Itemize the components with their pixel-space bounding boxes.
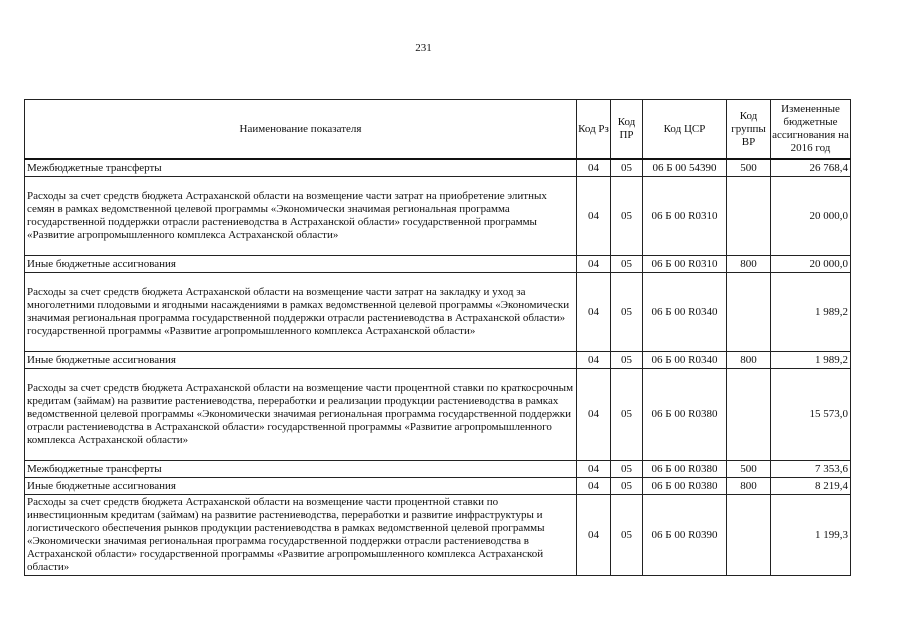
cell-rz: 04 [577,369,611,461]
cell-rz: 04 [577,177,611,256]
cell-csr: 06 Б 00 54390 [643,159,727,177]
cell-rz: 04 [577,478,611,495]
cell-csr: 06 Б 00 R0380 [643,461,727,478]
cell-pr: 05 [611,352,643,369]
cell-amount: 20 000,0 [771,177,851,256]
cell-pr: 05 [611,159,643,177]
cell-name: Иные бюджетные ассигнования [25,256,577,273]
cell-amount: 15 573,0 [771,369,851,461]
budget-table [24,99,851,576]
table-row [25,495,851,576]
cell-csr: 06 Б 00 R0380 [643,478,727,495]
cell-csr: 06 Б 00 R0380 [643,369,727,461]
cell-amount: 20 000,0 [771,256,851,273]
cell-name: Иные бюджетные ассигнования [25,352,577,369]
cell-amount: 26 768,4 [771,159,851,177]
cell-rz: 04 [577,159,611,177]
table-row [25,369,851,461]
cell-vr [727,369,771,461]
header-rz: Код Рз [577,100,611,160]
cell-name: Межбюджетные трансферты [25,461,577,478]
cell-amount: 1 199,3 [771,495,851,576]
cell-csr: 06 Б 00 R0310 [643,256,727,273]
cell-vr: 500 [727,159,771,177]
cell-pr: 05 [611,478,643,495]
cell-vr: 800 [727,352,771,369]
header-amount: Измененные бюджетные ассигнования на 2016 год [771,100,851,160]
table-row [25,461,851,478]
cell-amount: 1 989,2 [771,352,851,369]
table-row [25,177,851,256]
cell-csr: 06 Б 00 R0340 [643,273,727,352]
header-name: Наименование показателя [25,100,577,160]
cell-vr: 500 [727,461,771,478]
table-row [25,256,851,273]
cell-name: Расходы за счет средств бюджета Астраханской области на возмещение части процентной ставки по инвестиционным кредитам (займам) на развитие растениеводства, переработки и развитие инфраструктуры и логистического обеспечения рынков продукции растениеводства в рамках ведомственной целевой программы «Экономически значимая региональная программа государственной поддержки отрасли растениеводства в Астраханской области» государственной программы «Развитие агропромышленного комплекса Астраханской области» [25,495,577,576]
cell-vr [727,273,771,352]
table-row [25,273,851,352]
cell-name: Расходы за счет средств бюджета Астраханской области на возмещение части процентной ставки по краткосрочным кредитам (займам) на развитие растениеводства, переработки и реализации продукции растениеводства в рамках ведомственной целевой программы «Экономически значимая региональная программа государственной поддержки отрасли растениеводства в Астраханской области» государственной программы «Развитие агропромышленного комплекса Астраханской области» [25,369,577,461]
table-row [25,478,851,495]
cell-pr: 05 [611,495,643,576]
cell-rz: 04 [577,352,611,369]
table-header-row [25,100,851,160]
cell-csr: 06 Б 00 R0340 [643,352,727,369]
page-number: 231 [415,42,432,54]
cell-rz: 04 [577,256,611,273]
cell-name: Расходы за счет средств бюджета Астраханской области на возмещение части затрат на приобретение элитных семян в рамках ведомственной целевой программы «Экономически значимая региональная программа государственной поддержки отрасли растениеводства в Астраханской области» государственной программы «Развитие агропромышленного комплекса Астраханской области» [25,177,577,256]
cell-pr: 05 [611,177,643,256]
header-csr: Код ЦСР [643,100,727,160]
cell-rz: 04 [577,273,611,352]
cell-vr [727,495,771,576]
header-pr: Код ПР [611,100,643,160]
cell-csr: 06 Б 00 R0390 [643,495,727,576]
cell-vr: 800 [727,256,771,273]
cell-pr: 05 [611,461,643,478]
cell-rz: 04 [577,495,611,576]
cell-pr: 05 [611,256,643,273]
cell-name: Расходы за счет средств бюджета Астраханской области на возмещение части затрат на закладку и уход за многолетними плодовыми и ягодными насаждениями в рамках ведомственной целевой программы «Экономически значимая региональная программа государственной поддержки отрасли растениеводства в Астраханской области» государственной программы «Развитие агропромышленного комплекса Астраханской области» [25,273,577,352]
cell-vr: 800 [727,478,771,495]
header-vr: Код группы ВР [727,100,771,160]
table-row [25,352,851,369]
cell-name: Межбюджетные трансферты [25,159,577,177]
table-row [25,159,851,177]
cell-amount: 8 219,4 [771,478,851,495]
cell-pr: 05 [611,273,643,352]
cell-amount: 7 353,6 [771,461,851,478]
cell-name: Иные бюджетные ассигнования [25,478,577,495]
cell-pr: 05 [611,369,643,461]
cell-amount: 1 989,2 [771,273,851,352]
cell-rz: 04 [577,461,611,478]
cell-vr [727,177,771,256]
cell-csr: 06 Б 00 R0310 [643,177,727,256]
